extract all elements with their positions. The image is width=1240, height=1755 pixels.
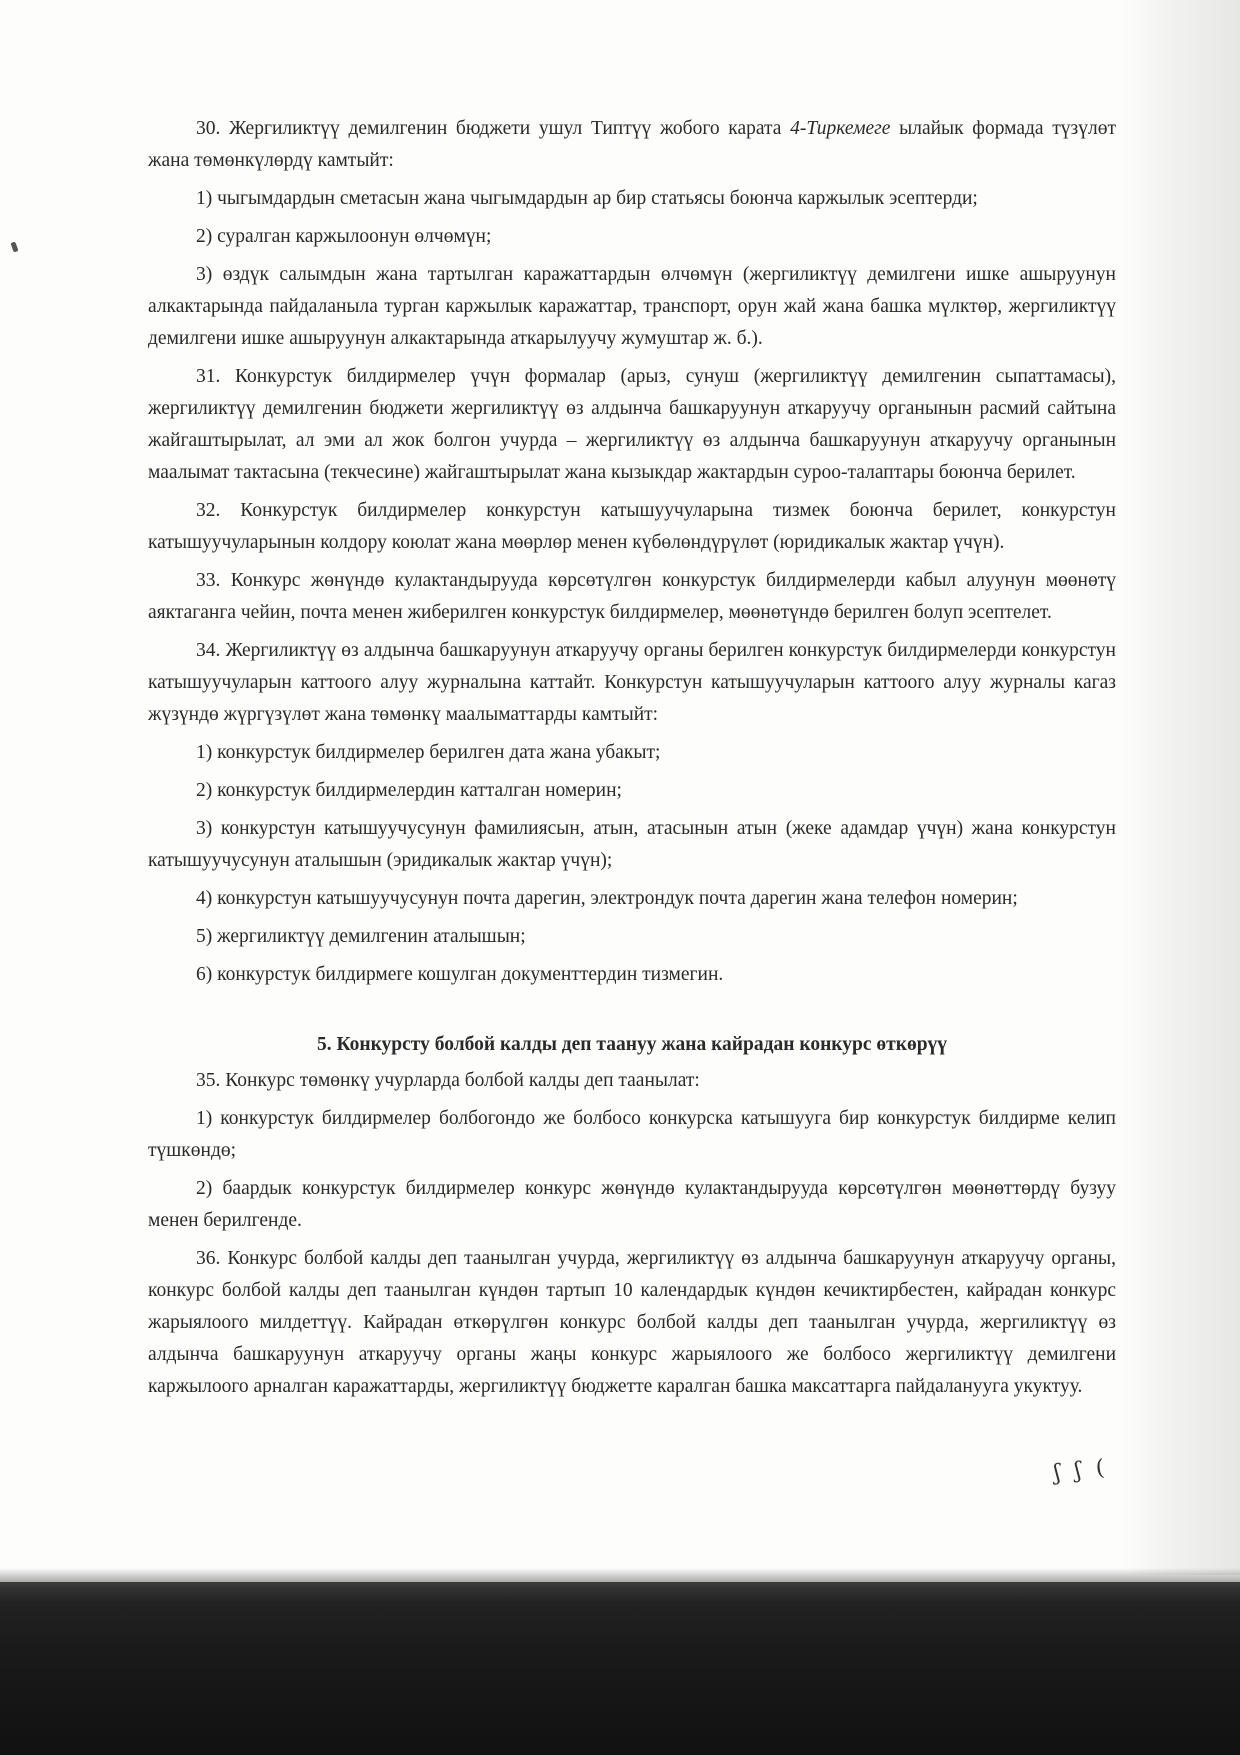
paragraph-35: 35. Конкурс төмөнкү учурларда болбой калды деп таанылат: (196, 1070, 700, 1091)
list-item: 3) өздүк салымдын жана тартылган каражаттардын өлчөмүн (жергиликтүү демилгени ишке ашыруунун алкактарында пайдаланыла турган каржылык каражаттар, транспорт, орун жай жана башка мүлктөр, жергиликтүү демилгени ишке ашыруунун алкактарында аткарылуучу жумуштар ж. б.). (148, 264, 1116, 349)
paragraph-33: 33. Конкурс жөнүндө кулактандырууда көрсөтүлгөн конкурстук билдирмелерди кабыл алуунун мөөнөтү аяктаганга чейин, почта менен жиберилген конкурстук билдирмелер, мөөнөтүндө берилген болуп эсептелет. (148, 570, 1116, 623)
list-item: 2) конкурстук билдирмелердин катталган номерин; (196, 780, 622, 801)
paragraph-30-text-a: 30. Жергиликтүү демилгенин бюджети ушул Типтүү жобого карата (196, 118, 791, 139)
section-5-heading: 5. Конкурсту болбой калды деп таануу жана кайрадан конкурс өткөрүү (316, 1034, 948, 1055)
paragraph-32: 32. Конкурстук билдирмелер конкурстун катышуучуларына тизмек боюнча берилет, конкурстун катышуучуларынын колдору коюлат жана мөөрлөр менен күбөлөндүрүлөт (юридикалык жактар үчүн). (148, 500, 1116, 553)
scan-edge-shadow (1122, 0, 1240, 1575)
list-item: 1) чыгымдардын сметасын жана чыгымдардын ар бир статьясы боюнча каржылык эсептерди; (196, 188, 978, 209)
list-item: 2) суралган каржылоонун өлчөмүн; (196, 226, 492, 247)
list-item: 1) конкурстук билдирмелер болбогондо же болбосо конкурска катышууга бир конкурстук билдирме келип түшкөндө; (148, 1108, 1116, 1161)
paragraph-34: 34. Жергиликтүү өз алдынча башкаруунун аткаруучу органы берилген конкурстук билдирмелерди конкурстун катышуучуларын каттоого алуу журналына каттайт. Конкурстун катышуучуларын каттоого алуу журналы кагаз жүзүндө жүргүзүлөт жана төмөнкү маалыматтарды камтыйт: (148, 640, 1116, 725)
list-item: 4) конкурстун катышуучусунун почта дарегин, электрондук почта дарегин жана телефон номерин; (196, 888, 1018, 909)
paragraph-36: 36. Конкурс болбой калды деп таанылган учурда, жергиликтүү өз алдынча башкаруунун аткаруучу органы, конкурс болбой калды деп таанылган күндөн тартып 10 календардык күндөн кечиктирбестен, кайрадан конкурс жарыялоого милдеттүү. Кайрадан өткөрүлгөн конкурс болбой калды деп таанылган учурда, жергиликтүү өз алдынча башкаруунун аткаруучу органы жаңы конкурс жарыялоого же болбосо жергиликтүү демилгени каржылоого арналган каражаттарды, жергиликтүү бюджетте каралган башка максаттарга пайдаланууга укуктуу. (148, 1248, 1116, 1397)
paragraph-30-text-b: ылайык формада түзүлөт жана төмөнкүлөрдү камтыйт: (148, 118, 1116, 171)
appendix-reference: 4-Тиркемеге (790, 118, 891, 139)
paragraph-31: 31. Конкурстук билдирмелер үчүн формалар (арыз, сунуш (жергиликтүү демилгенин сыпаттамасы), жергиликтүү демилгенин бюджети жергиликтүү өз алдынча башкаруунун аткаруучу органынын расмий сайтына жайгаштырылат, ал эми ал жок болгон учурда – жергиликтүү өз алдынча башкаруунун аткаруучу органынын маалымат тактасына (текчесине) жайгаштырылат жана кызыкдар жактардын суроо-талаптары боюнча берилет. (148, 366, 1116, 483)
document-body (148, 113, 1116, 1409)
list-item: 6) конкурстук билдирмеге кошулган документтердин тизмегин. (196, 964, 724, 985)
list-item: 3) конкурстун катышуучусунун фамилиясын, атын, атасынын атын (жеке адамдар үчүн) жана конкурстун катышуучусунун аталышын (эридикалык жактар үчүн); (148, 818, 1116, 871)
list-item: 2) баардык конкурстук билдирмелер конкурс жөнүндө кулактандырууда көрсөтүлгөн мөөнөттөрдү бузуу менен берилгенде. (148, 1178, 1116, 1231)
scan-speck (10, 241, 18, 252)
list-item: 5) жергиликтүү демилгенин аталышын; (196, 926, 526, 947)
list-item: 1) конкурстук билдирмелер берилген дата жана убакыт; (196, 742, 661, 763)
handwritten-mark: ʃ ʃ ( (1052, 1455, 1110, 1486)
paragraph-30 (148, 113, 1116, 177)
scanner-bottom-band (0, 1582, 1240, 1755)
